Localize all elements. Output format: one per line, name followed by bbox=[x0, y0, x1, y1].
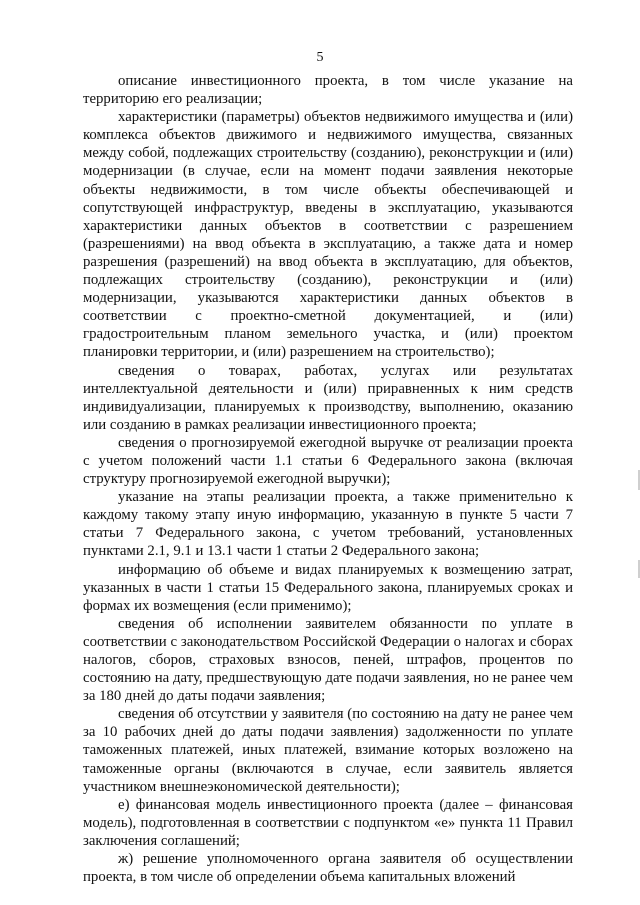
paragraph-authorized-body-decision: ж) решение уполномоченного органа заявителя об осуществлении проекта, в том числе об определении объема капитальных вложений bbox=[83, 851, 573, 886]
paragraph-reimbursable-costs: информацию об объеме и видах планируемых к возмещению затрат, указанных в части 1 статьи 15 Федерального закона, планируемых сроках и формах их возмещения (если применимо); bbox=[83, 561, 573, 614]
page-number: 5 bbox=[316, 50, 324, 65]
paragraph-property-characteristics: характеристики (параметры) объектов недвижимого имущества и (или) комплекса объектов движимого и недвижимого имущества, связанных между собой, подлежащих строительству (созданию), реконструкции и (или) модернизации (в случае, если на момент подачи заявления некоторые объекты недвижимости, в том числе объекты обеспечивающей и сопутствующей инфраструктур, введены в эксплуатацию, указываются характеристики данных объектов в соответствии с разрешением (разрешениями) на ввод объекта в эксплуатацию, а также дата и номер разрешения (разрешений) на ввод объекта в эксплуатацию, для объектов, подлежащих строительству (созданию), реконструкции и (или) модернизации, указываются характеристики данных объектов в соответствии с проектно-сметной документацией, и (или) градостроительным планом земельного участка, и (или) проектом планировки территории, и (или) разрешением на строительство); bbox=[83, 109, 573, 361]
paragraph-customs-debt: сведения об отсутствии у заявителя (по состоянию на дату не ранее чем за 10 рабочих дней до даты подачи заявления) задолженности по уплате таможенных платежей, иных платежей, взимание которых возложено на таможенные органы (включаются в случае, если заявитель является участником внешнеэкономической деятельности); bbox=[83, 706, 573, 795]
paragraph-project-description: описание инвестиционного проекта, в том числе указание на территорию его реализации; bbox=[83, 73, 573, 108]
paragraph-tax-obligations: сведения об исполнении заявителем обязанности по уплате в соответствии с законодательством Российской Федерации о налогах и сборах налогов, сборов, страховых взносов, пеней, штрафов, процентов по состоянию на дату, предшествующую дате подачи заявления, но не ранее чем за 180 дней до даты подачи заявления; bbox=[83, 615, 573, 705]
paragraph-financial-model: е) финансовая модель инвестиционного проекта (далее – финансовая модель), подготовленная в соответствии с подпунктом «е» пункта 11 Правил заключения соглашений; bbox=[83, 796, 573, 849]
paragraph-annual-revenue: сведения о прогнозируемой ежегодной выручке от реализации проекта с учетом положений части 1.1 статьи 6 Федерального закона (включая структуру прогнозируемой ежегодной выручки); bbox=[83, 434, 573, 488]
paragraph-project-stages: указание на этапы реализации проекта, а также применительно к каждому такому этапу иную информацию, указанную в пункте 5 части 7 статьи 7 Федерального закона, с учетом требований, установленных пунктами 2.1, 9.1 и 13.1 части 1 статьи 2 Федерального закона; bbox=[83, 489, 573, 560]
paragraph-goods-works-services: сведения о товарах, работах, услугах или результатах интеллектуальной деятельности и (или) приравненных к ним средств индивидуализации, планируемых к производству, выполнению, оказанию или созданию в рамках реализации инвестиционного проекта; bbox=[83, 362, 573, 433]
document-body bbox=[83, 72, 573, 886]
